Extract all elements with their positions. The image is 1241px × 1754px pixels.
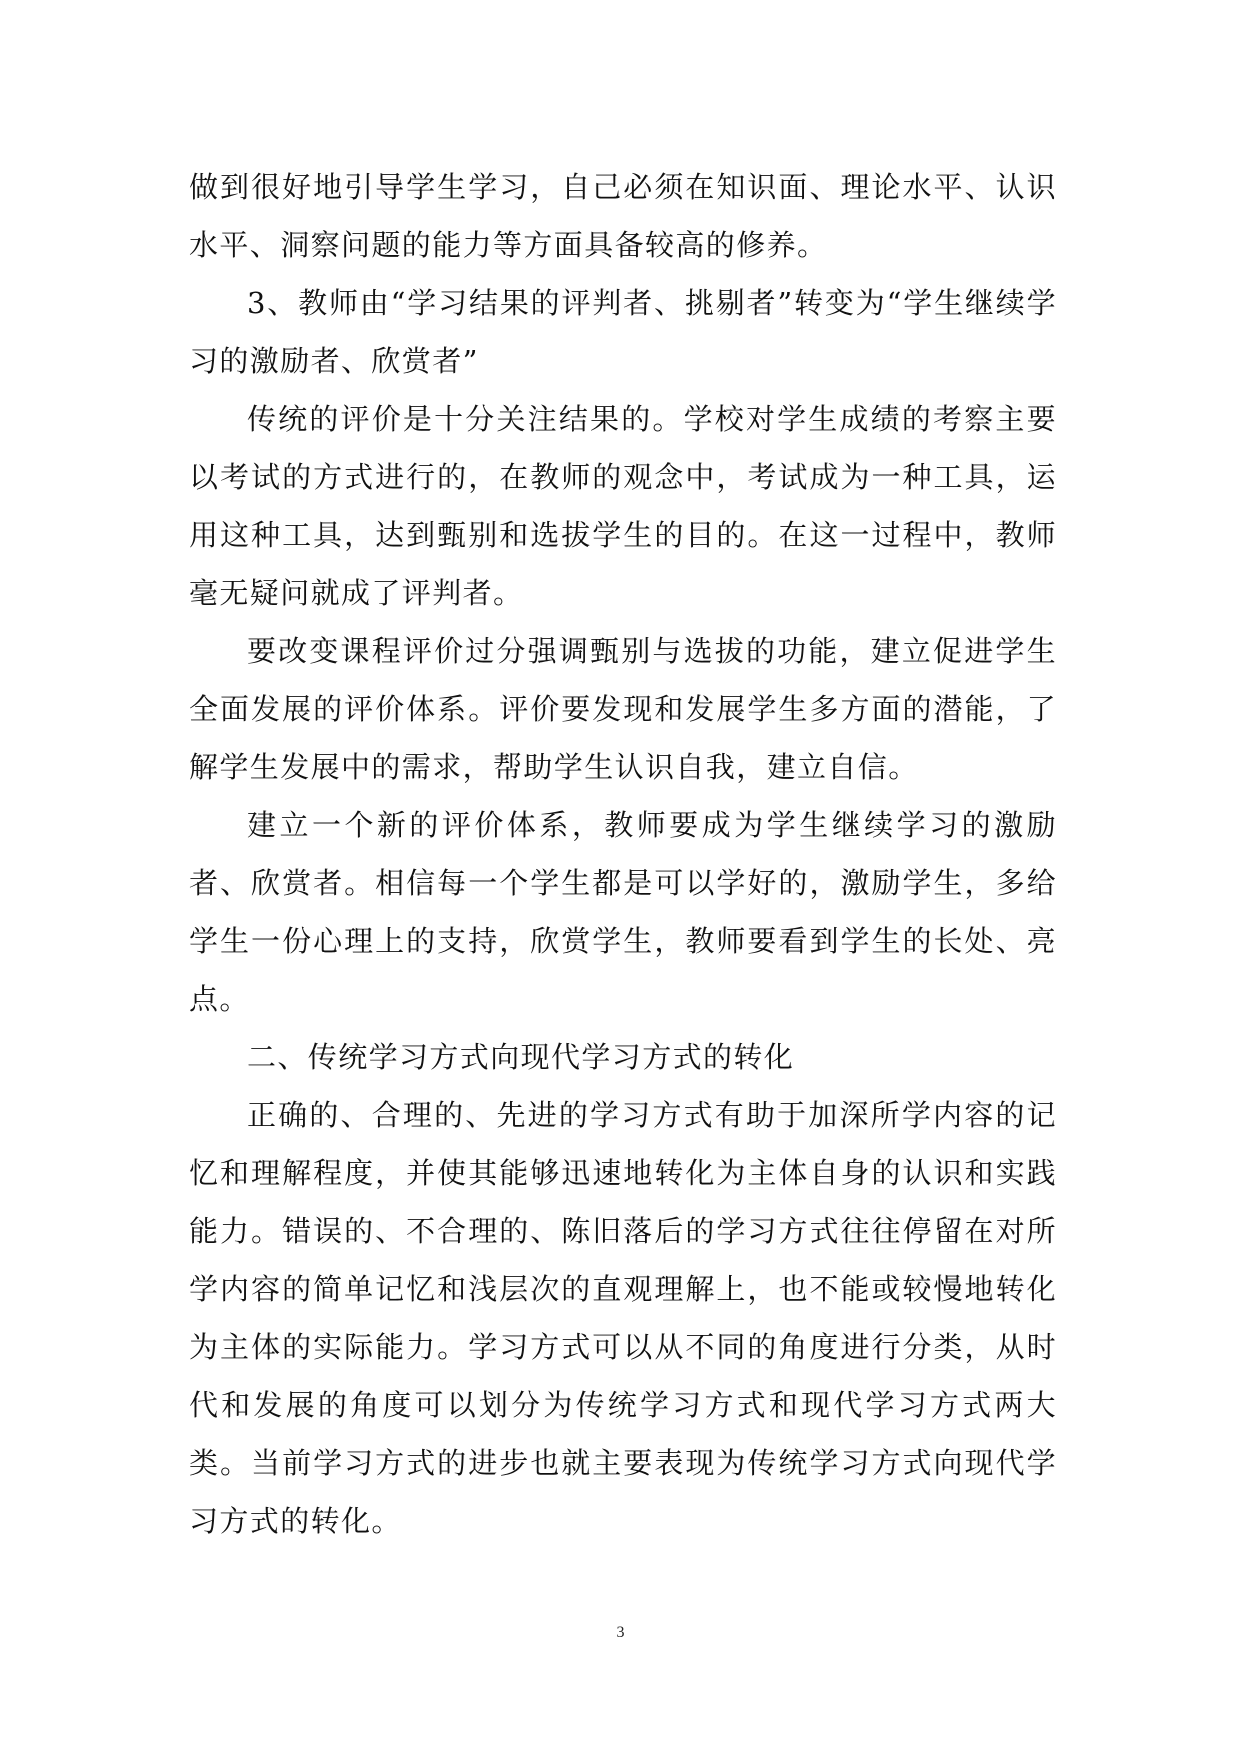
section-heading-learning-methods: 二、传统学习方式向现代学习方式的转化 bbox=[247, 1040, 795, 1074]
document-body bbox=[189, 158, 1057, 1550]
paragraph-learning-methods: 正确的、合理的、先进的学习方式有助于加深所学内容的记忆和理解程度，并使其能够迅速地转化为主体自身的认识和实践能力。错误的、不合理的、陈旧落后的学习方式往往停留在对所学内容的简单记忆和浅层次的直观理解上，也不能或较慢地转化为主体的实际能力。学习方式可以从不同的角度进行分类，从时代和发展的角度可以划分为传统学习方式和现代学习方式两大类。当前学习方式的进步也就主要表现为传统学习方式向现代学习方式的转化。 bbox=[189, 1098, 1057, 1538]
paragraph-traditional-evaluation: 传统的评价是十分关注结果的。学校对学生成绩的考察主要以考试的方式进行的，在教师的观念中，考试成为一种工具，运用这种工具，达到甄别和选拔学生的目的。在这一过程中，教师毫无疑问就成了评判者。 bbox=[189, 402, 1057, 610]
section-heading-teacher-role: 3、教师由“学习结果的评判者、挑剔者”转变为“学生继续学习的激励者、欣赏者” bbox=[189, 286, 1057, 378]
page-number: 3 bbox=[616, 1624, 625, 1641]
paragraph-continuation: 做到很好地引导学生学习，自己必须在知识面、理论水平、认识水平、洞察问题的能力等方面具备较高的修养。 bbox=[189, 170, 1057, 262]
paragraph-new-evaluation-system: 建立一个新的评价体系，教师要成为学生继续学习的激励者、欣赏者。相信每一个学生都是可以学好的，激励学生，多给学生一份心理上的支持，欣赏学生，教师要看到学生的长处、亮点。 bbox=[189, 808, 1057, 1016]
paragraph-evaluation-reform: 要改变课程评价过分强调甄别与选拔的功能，建立促进学生全面发展的评价体系。评价要发现和发展学生多方面的潜能，了解学生发展中的需求，帮助学生认识自我，建立自信。 bbox=[189, 634, 1057, 784]
